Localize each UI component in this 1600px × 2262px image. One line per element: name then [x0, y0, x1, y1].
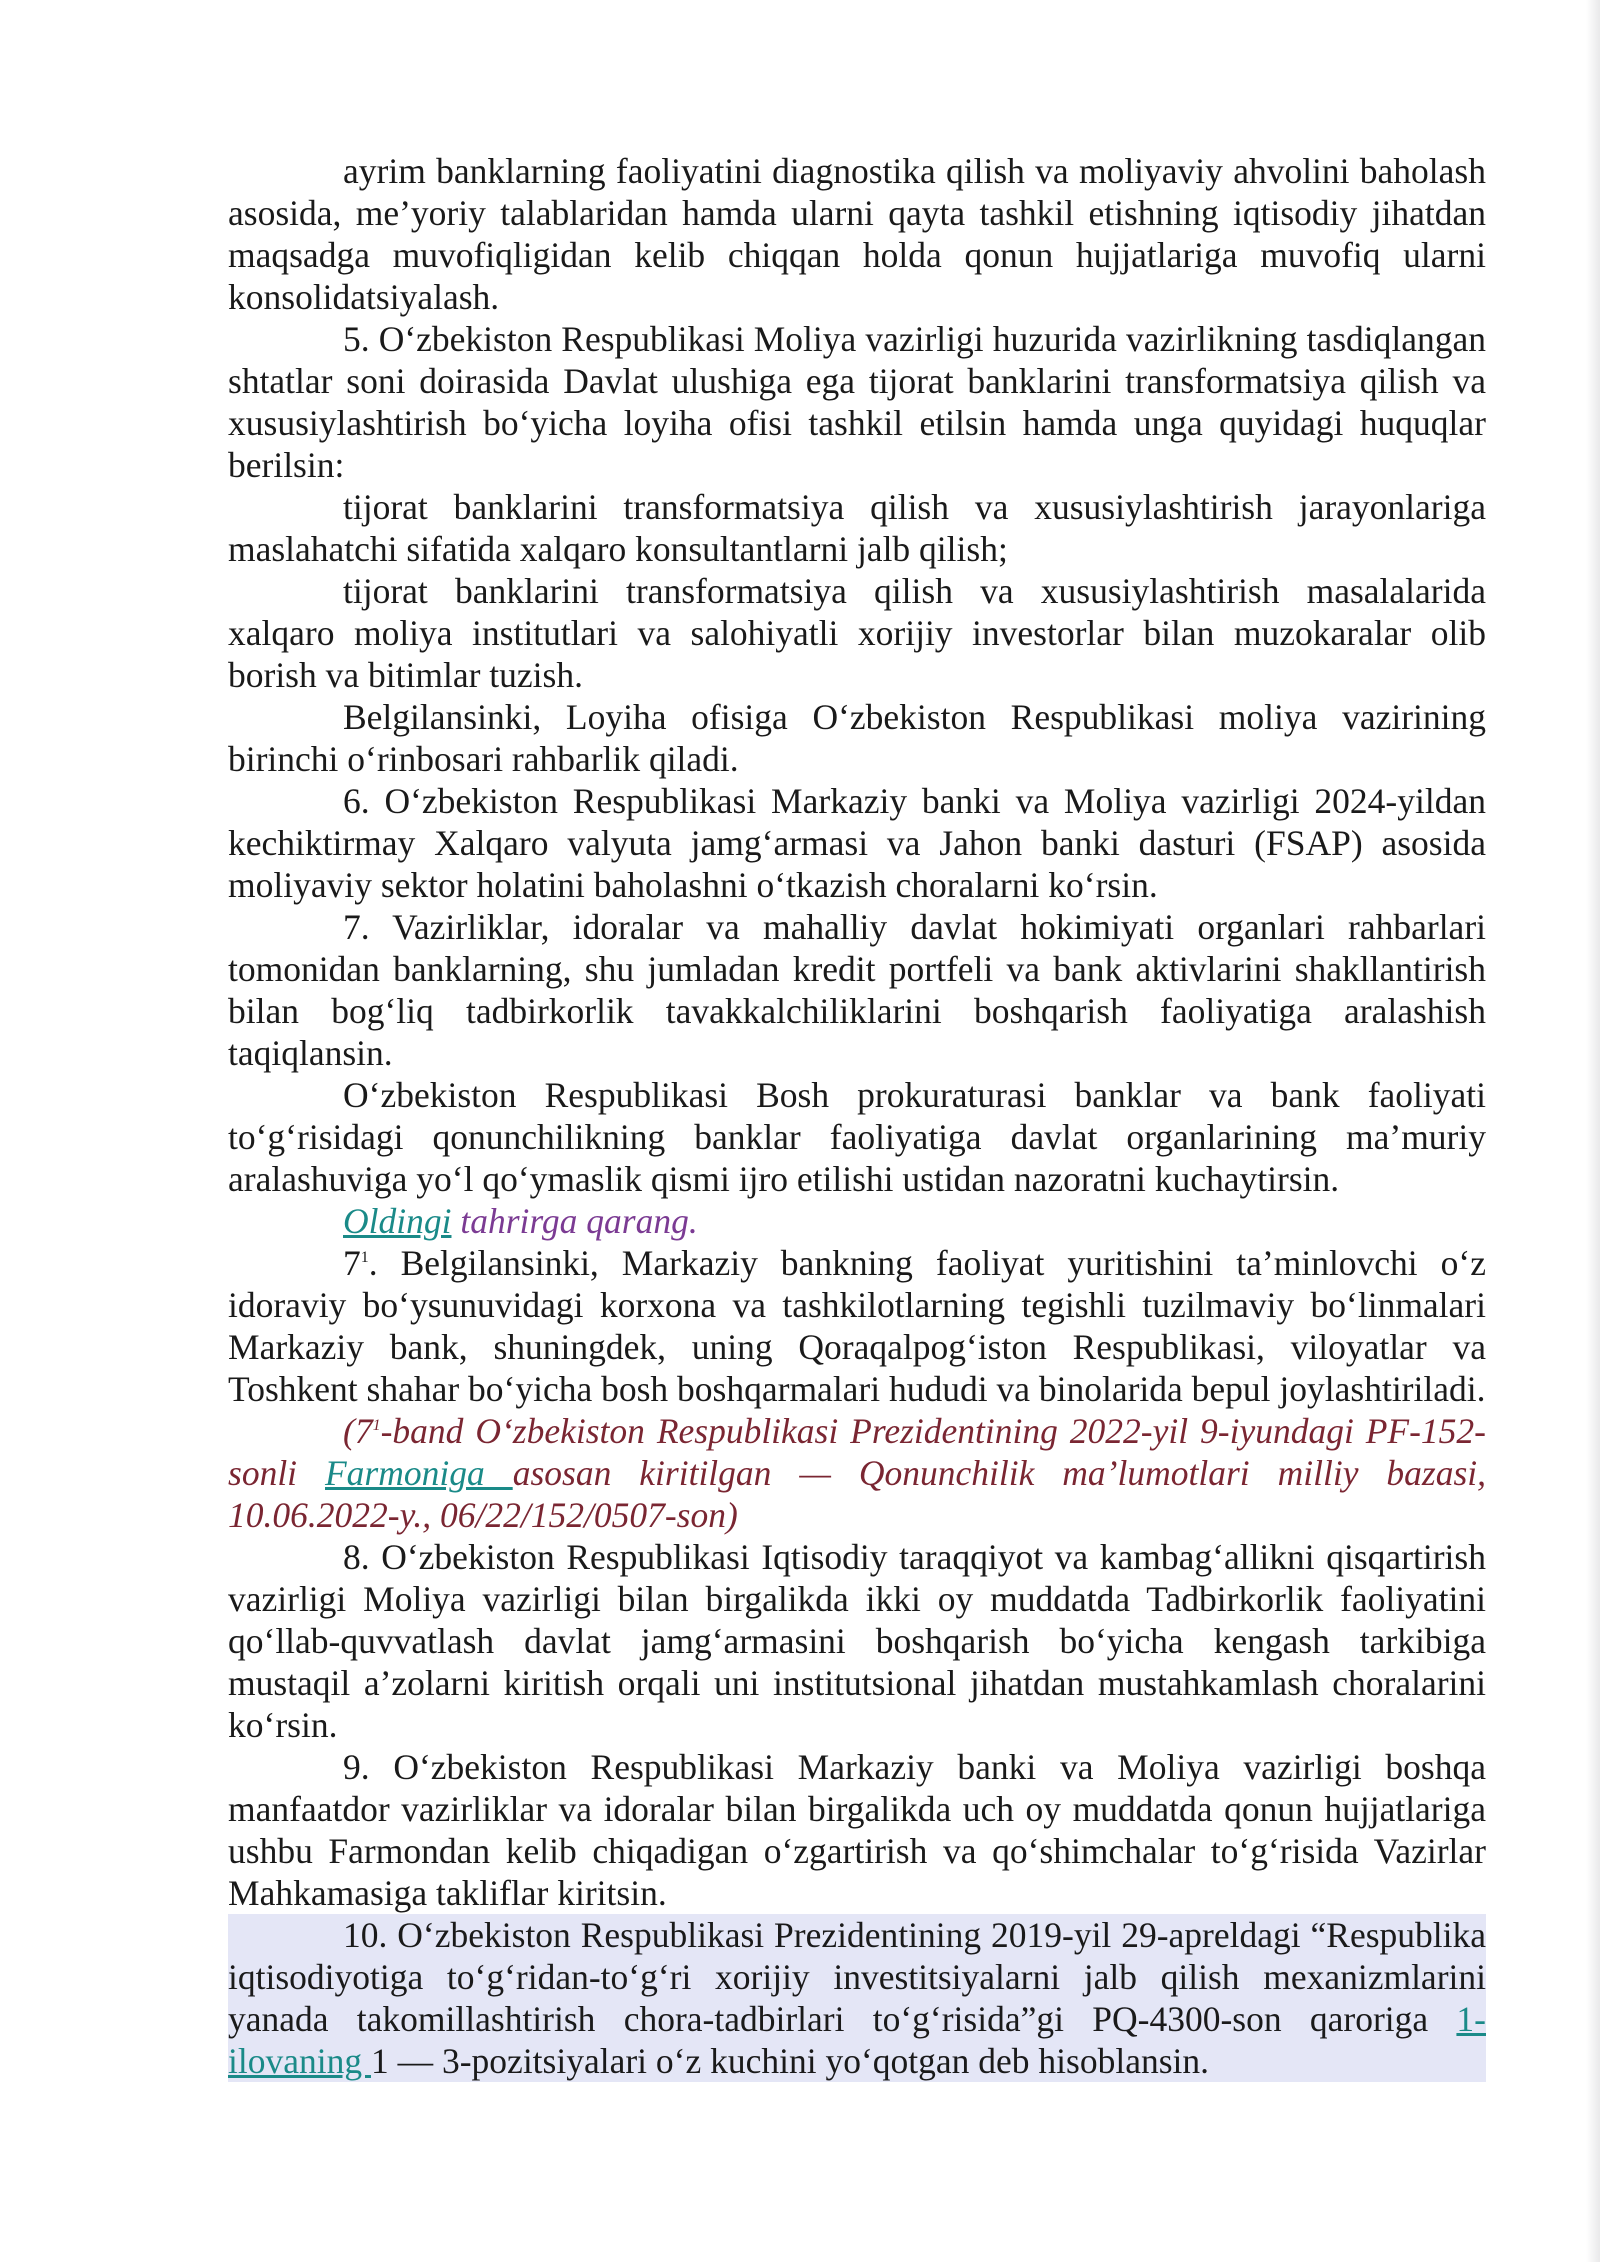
paragraph-7-prosecutor: O‘zbekiston Respublikasi Bosh prokuraturasi banklar va bank faoliyati to‘g‘risidagi qonunchilikning banklar faoliyatiga davlat organlarining ma’muriy aralashuviga yo‘l qo‘ymaslik qismi ijro etilishi ustidan nazoratni kuchaytirsin. — [228, 1075, 1486, 1199]
annex-1-link[interactable]: 1-ilovaning — [228, 1999, 1486, 2081]
paragraph-10-highlighted — [228, 1914, 1486, 2082]
paragraph-5-item-1: tijorat banklarini transformatsiya qilish va xususiylashtirish jarayonlariga maslahatchi sifatida xalqaro konsultantlarni jalb qilish; — [228, 487, 1486, 569]
paragraph-5-note: Belgilansinki, Loyiha ofisiga O‘zbekiston Respublikasi moliya vazirining birinchi o‘rinbosari rahbarlik qiladi. — [228, 697, 1486, 779]
amendment-note — [228, 1410, 1486, 1536]
amendment-note-open: (7 — [343, 1411, 373, 1451]
previous-edition-note — [228, 1200, 1486, 1242]
amendment-note-superscript: 1 — [372, 1417, 381, 1434]
paragraph-10-text-a: 10. O‘zbekiston Respublikasi Prezidentining 2019-yil 29-apreldagi “Respublika iqtisodiyotiga to‘g‘ridan-to‘g‘ri xorijiy investitsiyalarni jalb qilish mexanizmlarini yanada takomillashtirish chora-tadbirlari to‘g‘risida”gi PQ-4300-son qaroriga — [228, 1915, 1486, 2039]
paragraph-7-1-superscript: 1 — [360, 1249, 369, 1266]
paragraph-5: 5. O‘zbekiston Respublikasi Moliya vazirligi huzurida vazirlikning tasdiqlangan shtatlar soni doirasida Davlat ulushiga ega tijorat banklarini transformatsiya qilish va xususiylashtirish bo‘yicha loyiha ofisi tashkil etilsin hamda unga quyidagi huquqlar berilsin: — [228, 319, 1486, 485]
previous-edition-text: tahrirga qarang. — [451, 1201, 698, 1241]
paragraph-7-1-text: . Belgilansinki, Markaziy bankning faoliyat yuritishini ta’minlovchi o‘z idoraviy bo‘ysunuvidagi korxona va tashkilotlarning tegishli tuzilmaviy bo‘linmalari Markaziy bank, shuningdek, uning Qoraqalpog‘iston Respublikasi, viloyatlar va Toshkent shahar bo‘yicha bosh boshqarmalari hududi va binolarida bepul joylashtiriladi. — [228, 1243, 1486, 1409]
paragraph-6: 6. O‘zbekiston Respublikasi Markaziy banki va Moliya vazirligi 2024-yildan kechiktirmay Xalqaro valyuta jamg‘armasi va Jahon banki dasturi (FSAP) asosida moliyaviy sektor holatini baholashni o‘tkazish choralarni ko‘rsin. — [228, 781, 1486, 905]
paragraph-5-item-2: tijorat banklarini transformatsiya qilish va xususiylashtirish masalalarida xalqaro moliya institutlari va salohiyatli xorijiy investorlar bilan muzokaralar olib borish va bitimlar tuzish. — [228, 571, 1486, 695]
page-edge-shadow — [1586, 0, 1600, 2262]
paragraph-8: 8. O‘zbekiston Respublikasi Iqtisodiy taraqqiyot va kambag‘allikni qisqartirish vazirligi Moliya vazirligi bilan birgalikda ikki oy muddatda Tadbirkorlik faoliyatini qo‘llab-quvvatlash davlat jamg‘armasini boshqarish bo‘yicha kengash tarkibiga mustaqil a’zolarni kiritish orqali uni institutsional jihatdan mustahkamlash choralarini ko‘rsin. — [228, 1537, 1486, 1745]
decree-link[interactable]: Farmoniga — [325, 1453, 513, 1493]
amendment-note-text-a: -band O‘zbekiston Respublikasi Prezidentining 2022-yil 9-iyundagi PF-152-sonli — [228, 1411, 1486, 1493]
document-page — [228, 150, 1486, 2082]
amendment-note-text-b: asosan kiritilgan — Qonunchilik ma’lumotlari milliy bazasi, 10.06.2022-y., 06/22/152/0507-son) — [228, 1453, 1487, 1535]
paragraph-4-continuation: ayrim banklarning faoliyatini diagnostika qilish va moliyaviy ahvolini baholash asosida, me’yoriy talablaridan hamda ularni qayta tashkil etishning iqtisodiy jihatdan maqsadga muvofiqligidan kelib chiqqan holda qonun hujjatlariga muvofiq ularni konsolidatsiyalash. — [228, 151, 1486, 317]
paragraph-7-1 — [228, 1242, 1486, 1410]
paragraph-7: 7. Vazirliklar, idoralar va mahalliy davlat hokimiyati organlari rahbarlari tomonidan banklarning, shu jumladan kredit portfeli va bank aktivlarini shakllantirish bilan bog‘liq tadbirkorlik tavakkalchiliklarini boshqarish faoliyatiga aralashish taqiqlansin. — [228, 907, 1486, 1073]
paragraph-10-text-b: 1 — 3-pozitsiyalari o‘z kuchini yo‘qotgan deb hisoblansin. — [370, 2041, 1210, 2081]
paragraph-7-1-number: 7 — [343, 1243, 361, 1283]
paragraph-9: 9. O‘zbekiston Respublikasi Markaziy banki va Moliya vazirligi boshqa manfaatdor vazirliklar va idoralar bilan birgalikda uch oy muddatda qonun hujjatlariga ushbu Farmondan kelib chiqadigan o‘zgartirish va qo‘shimchalar to‘g‘risida Vazirlar Mahkamasiga takliflar kiritsin. — [228, 1747, 1486, 1913]
previous-edition-link[interactable]: Oldingi — [343, 1201, 452, 1241]
